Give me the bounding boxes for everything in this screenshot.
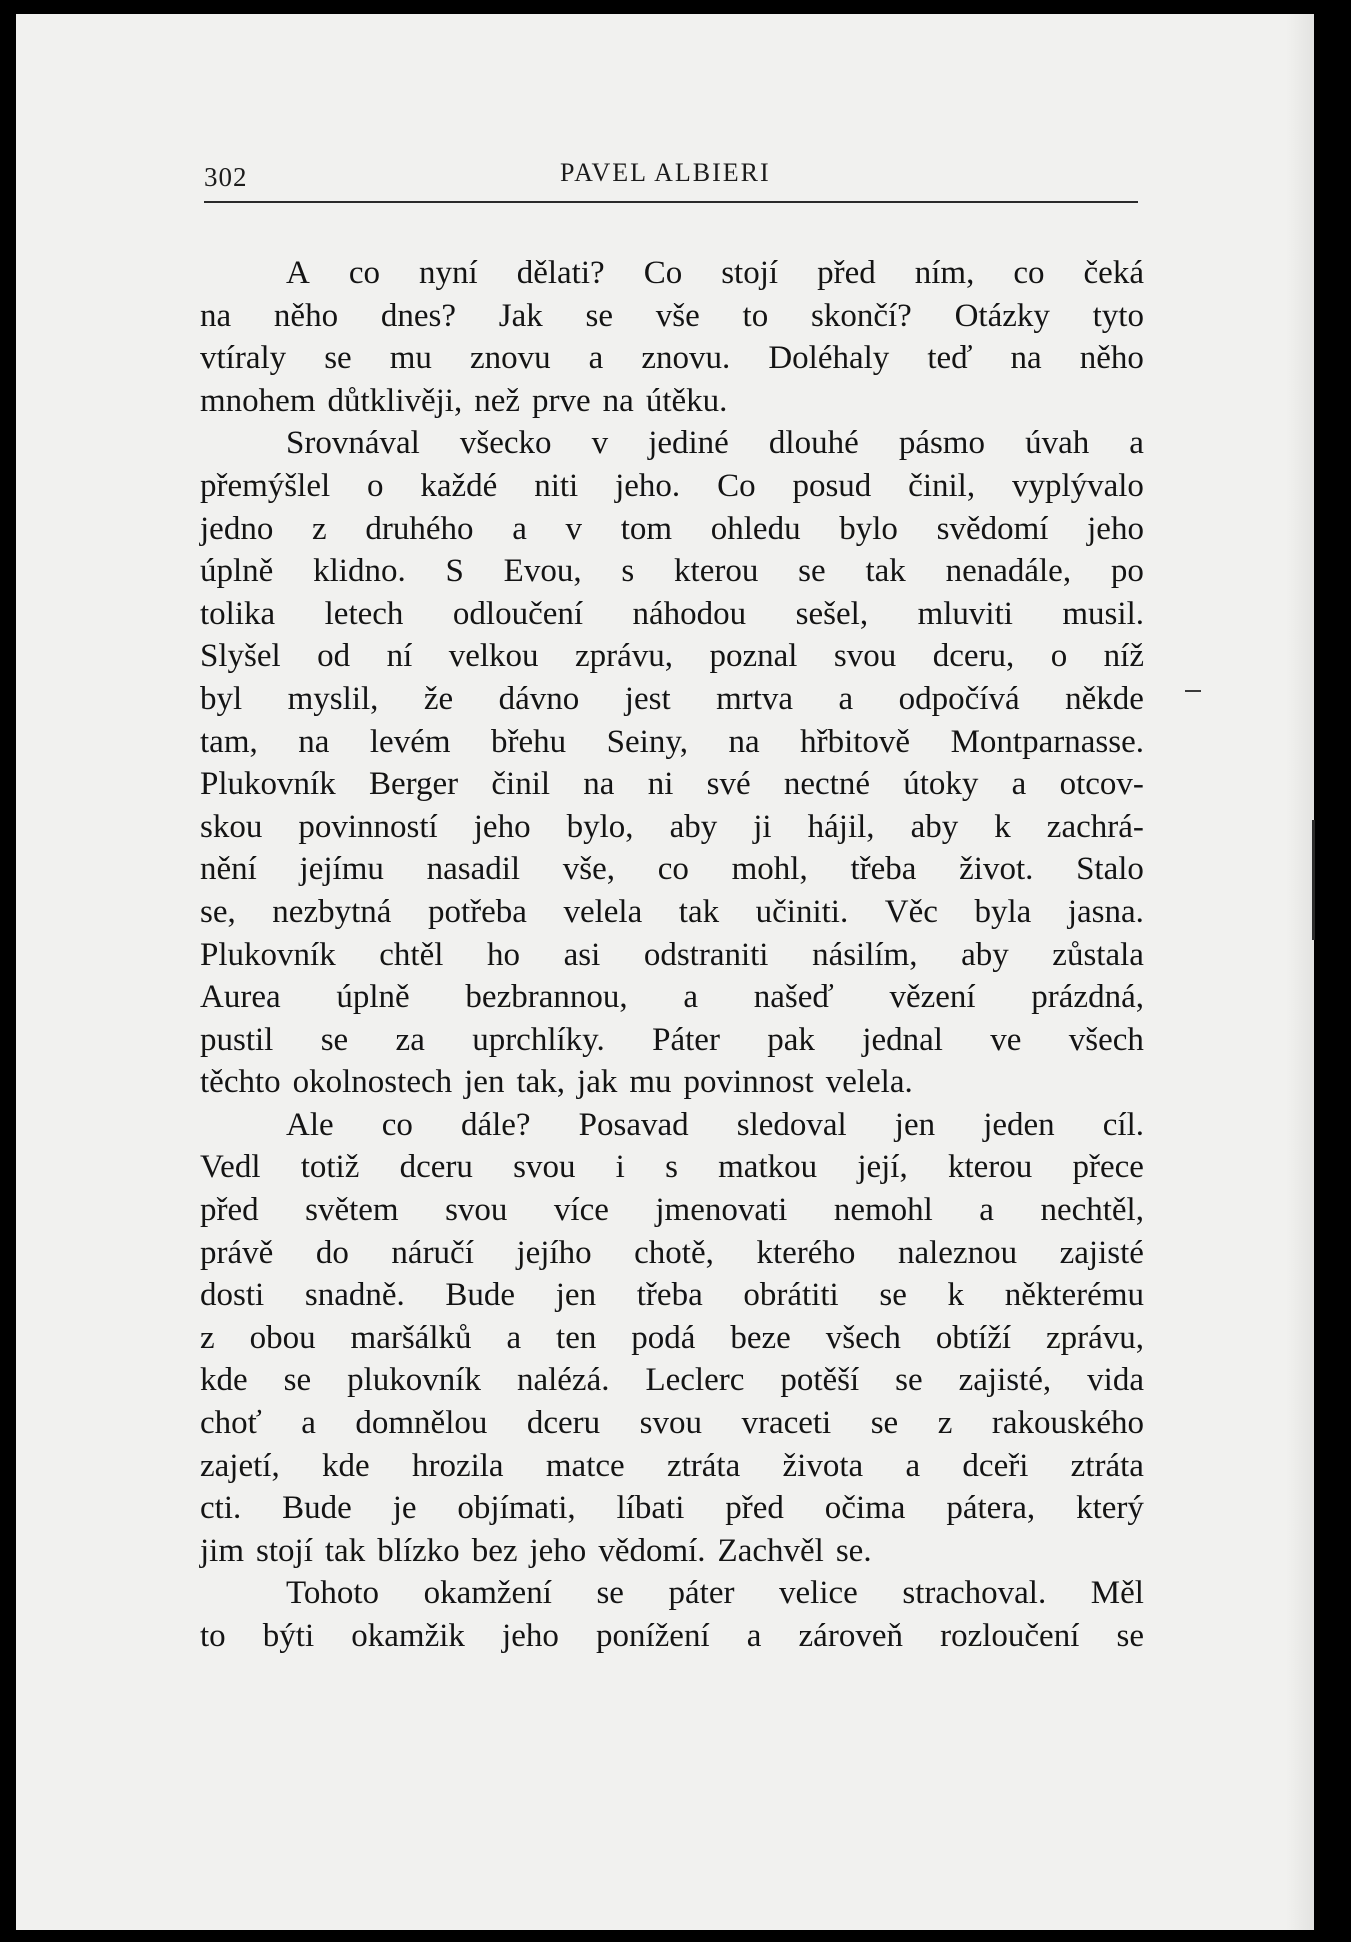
text-line: Srovnával všecko v jediné dlouhé pásmo úvah a: [286, 425, 1144, 462]
text-line: přemýšlel o každé niti jeho. Co posud činil, vyplývalo: [200, 467, 1144, 504]
text-line: choť a domnělou dceru svou vraceti se z rakouského: [200, 1405, 1144, 1442]
margin-mark: [1185, 690, 1201, 692]
text-line: nění jejímu nasadil vše, co mohl, třeba život. Stalo: [200, 851, 1144, 888]
text-line: Ale co dále? Posavad sledoval jen jeden cíl.: [286, 1106, 1144, 1143]
page-number: 302: [204, 162, 248, 192]
text-line: skou povinností jeho bylo, aby ji hájil, aby k zachrá-: [200, 808, 1144, 845]
text-line: cti. Bude je objímati, líbati před očima pátera, který: [200, 1490, 1144, 1527]
text-line: zajetí, kde hrozila matce ztráta života a dceři ztráta: [200, 1447, 1144, 1484]
text-line: Aurea úplně bezbrannou, a našeď vězení prázdná,: [200, 979, 1144, 1016]
text-line: těchto okolnostech jen tak, jak mu povinnost velela.: [200, 1064, 913, 1101]
text-line: to býti okamžik jeho ponížení a zároveň rozloučení se: [200, 1618, 1144, 1654]
text-line: Vedl totiž dceru svou i s matkou její, kterou přece: [200, 1149, 1144, 1186]
text-line: dosti snadně. Bude jen třeba obrátiti se k některému: [200, 1277, 1144, 1314]
text-line: tolika letech odloučení náhodou sešel, mluviti musil.: [200, 595, 1144, 632]
running-head: [204, 158, 1134, 202]
text-line: tam, na levém břehu Seiny, na hřbitově Montparnasse.: [200, 723, 1144, 760]
text-line: A co nyní dělati? Co stojí před ním, co čeká: [286, 255, 1144, 291]
text-line: byl myslil, že dávno jest mrtva a odpočívá někde: [200, 680, 1144, 717]
text-line: vtíraly se mu znovu a znovu. Doléhaly teď na něho: [200, 340, 1144, 377]
text-line: se, nezbytná potřeba velela tak učiniti. Věc byla jasna.: [200, 893, 1144, 930]
text-line: Tohoto okamžení se páter velice strachoval. Měl: [286, 1575, 1144, 1612]
running-title: PAVEL ALBIERI: [560, 158, 771, 187]
text-line: z obou maršálků a ten podá beze všech obtíží zprávu,: [200, 1319, 1144, 1356]
text-line: kde se plukovník nalézá. Leclerc potěší se zajisté, vida: [200, 1362, 1144, 1399]
text-line: úplně klidno. S Evou, s kterou se tak nenadále, po: [200, 553, 1144, 590]
edge-mark: [1312, 820, 1315, 940]
header-rule: [204, 201, 1138, 203]
text-line: na něho dnes? Jak se vše to skončí? Otázky tyto: [200, 297, 1144, 334]
text-line: právě do náručí jejího chotě, kterého naleznou zajisté: [200, 1234, 1144, 1271]
text-line: před světem svou více jmenovati nemohl a nechtěl,: [200, 1192, 1144, 1229]
body-text: [200, 252, 1144, 1658]
text-line: Slyšel od ní velkou zprávu, poznal svou dceru, o níž: [200, 638, 1144, 675]
text-line: mnohem důtklivěji, než prve na útěku.: [200, 382, 728, 419]
text-line: pustil se za uprchlíky. Páter pak jednal ve všech: [200, 1021, 1144, 1058]
text-line: jim stojí tak blízko bez jeho vědomí. Zachvěl se.: [200, 1532, 872, 1569]
text-line: Plukovník chtěl ho asi odstraniti násilím, aby zůstala: [200, 936, 1144, 973]
text-line: Plukovník Berger činil na ni své nectné útoky a otcov-: [200, 766, 1144, 803]
text-line: jedno z druhého a v tom ohledu bylo svědomí jeho: [200, 510, 1144, 547]
paper-shadow: [1286, 14, 1314, 1930]
